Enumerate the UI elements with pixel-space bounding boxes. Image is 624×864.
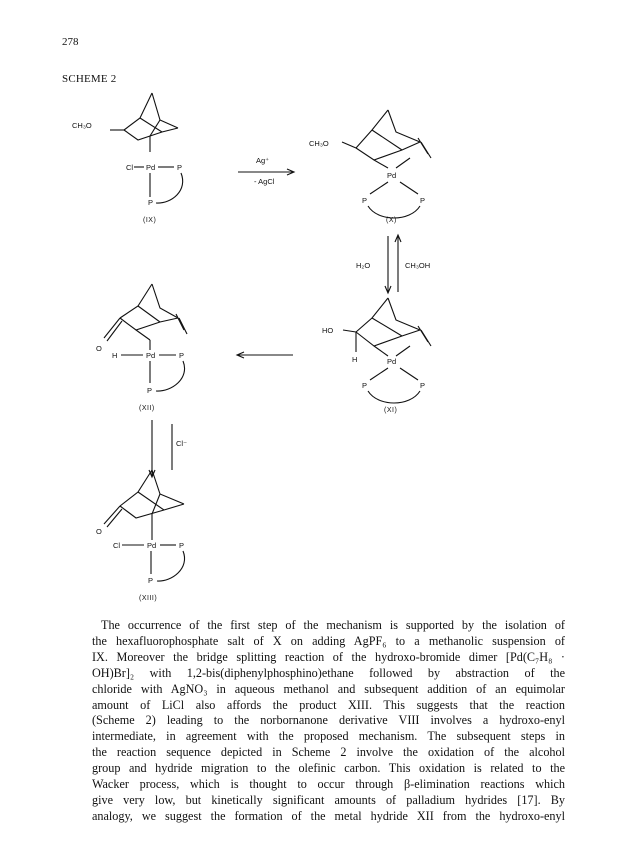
x-pd-label: Pd <box>387 171 397 180</box>
body-line: analogy, we suggest the formation of the metal hydride XII from the hydroxo-enyl <box>92 808 565 823</box>
body-line: give very low, but kinetically significant amounts of palladium hydrides [17]. By <box>92 792 565 807</box>
arrow-cl-minus-label: Cl⁻ <box>176 439 188 448</box>
arrow-ix-x-top-label: Ag⁺ <box>256 156 270 165</box>
x-caption: (X) <box>386 217 397 224</box>
body-line: intermediate, in agreement with the proposed mechanism. The subsequent steps in <box>92 729 565 744</box>
body-line: group and hydride migration to the olefinic carbon. This oxidation is related to the <box>92 761 565 776</box>
arrow-x-xi <box>356 235 430 293</box>
body-paragraph <box>92 618 565 825</box>
xiii-pd-label: Pd <box>147 541 157 550</box>
page-number: 278 <box>62 36 79 48</box>
scheme-title: SCHEME 2 <box>62 73 117 85</box>
ix-caption: (IX) <box>143 217 157 224</box>
ix-ch3o-label: CH₃O <box>72 121 92 130</box>
ix-cl-label: Cl <box>126 163 134 172</box>
xiii-cl-label: Cl <box>113 541 121 550</box>
compound-xi <box>322 298 431 414</box>
body-line: chloride with AgNO₃ in aqueous methanol and subsequent addition of an equimolar <box>92 681 565 696</box>
xi-ho-label: HO <box>322 326 334 335</box>
arrow-ix-x-bottom-label: - AgCl <box>254 177 275 186</box>
xi-caption: (XI) <box>384 407 398 414</box>
ix-p-label: P <box>177 163 183 172</box>
body-line: (Scheme 2) leading to the norbornanone derivative VIII involves a hydroxo-enyl <box>92 713 565 728</box>
xii-p2-label: P <box>147 386 153 395</box>
arrow-xii-to-xiii <box>149 420 187 477</box>
arrow-h2o-label: H₂O <box>356 261 371 270</box>
xi-p-right-label: P <box>420 381 426 390</box>
x-ch3o-label: CH₃O <box>309 139 329 148</box>
arrow-ix-to-x <box>238 156 294 186</box>
xii-p-label: P <box>179 351 185 360</box>
xiii-p-label: P <box>179 541 185 550</box>
body-line: amount of LiCl also affords the product XIII. This suggests that the reaction <box>92 697 565 712</box>
xi-pd-label: Pd <box>387 357 397 366</box>
xiii-p2-label: P <box>148 576 154 585</box>
xii-caption: (XII) <box>139 405 155 412</box>
compound-ix <box>72 93 183 224</box>
body-line: The occurrence of the first step of the mechanism is supported by the isolation of <box>101 618 565 632</box>
xii-o-label: O <box>96 344 102 353</box>
xiii-o-label: O <box>96 527 102 536</box>
ix-p2-label: P <box>148 198 154 207</box>
x-p-right-label: P <box>420 196 426 205</box>
body-line: the reaction sequence depicted in Scheme 2 involve the oxidation of the alcohol <box>92 745 565 760</box>
compound-x <box>309 110 431 224</box>
body-line: Wacker process, which is thought to occur through β-elimination reactions which <box>92 777 565 792</box>
xii-h-label: H <box>112 351 118 360</box>
xii-pd-label: Pd <box>146 351 156 360</box>
compound-xiii <box>96 470 185 602</box>
arrow-ch3oh-label: CH₃OH <box>405 261 431 270</box>
xiii-caption: (XIII) <box>139 595 158 602</box>
compound-xii <box>96 284 187 412</box>
arrow-xi-to-xii <box>237 352 293 358</box>
ix-pd-label: Pd <box>146 163 156 172</box>
body-line: OH)Br]₂ with 1,2-bis(diphenylphosphino)ethane followed by abstraction of the <box>92 665 565 680</box>
xi-p-left-label: P <box>362 381 368 390</box>
x-p-left-label: P <box>362 196 368 205</box>
body-line: IX. Moreover the bridge splitting reaction of the hydroxo-bromide dimer [Pd(C₇H₈ · <box>92 649 565 664</box>
body-line: the hexafluorophosphate salt of X on adding AgPF₆ to a methanolic suspension of <box>92 633 565 648</box>
xi-h-label: H <box>352 355 358 364</box>
